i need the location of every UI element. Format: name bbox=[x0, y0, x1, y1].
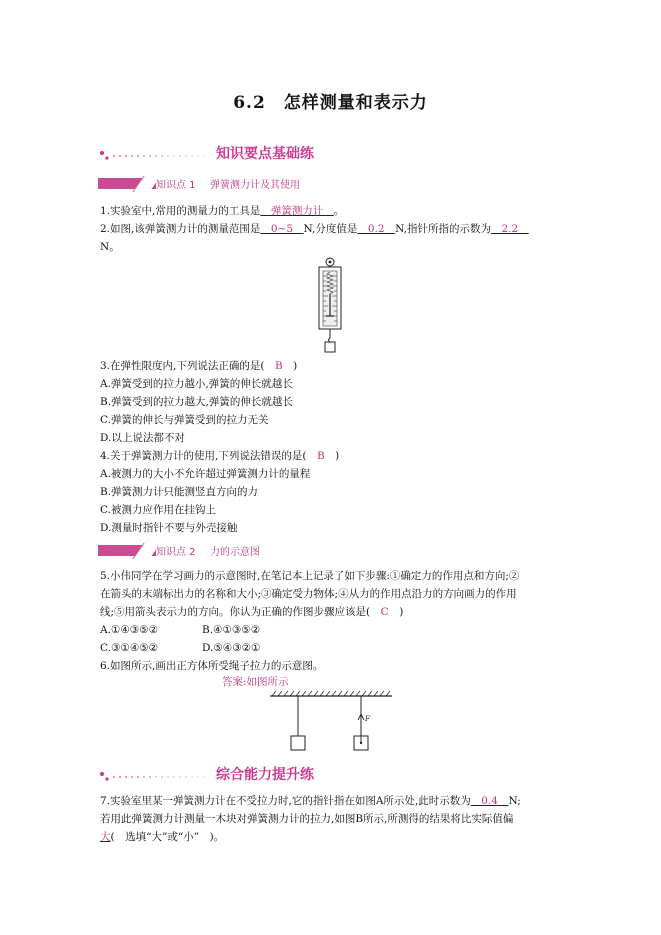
q3-end: ) bbox=[293, 360, 298, 372]
q5-option-a: A.①④③⑤② bbox=[100, 624, 158, 636]
q5-option-b: B.④①③⑤② bbox=[202, 624, 261, 636]
kp-label: 知识点 1 bbox=[156, 180, 196, 191]
question-7-line-2: 若用此弹簧测力计测量一木块对弹簧测力计的拉力,如图B所示,所测得的结果将比实际值偏 bbox=[100, 813, 514, 825]
q5-option-c: C.③①④⑤② bbox=[100, 642, 159, 654]
q4-option-d: D.测量时指针不要与外壳接触 bbox=[100, 522, 238, 534]
question-6: 6.如图所示,画出正方体所受绳子拉力的示意图。 bbox=[100, 660, 324, 672]
q4-option-b: B.弹簧测力计只能测竖直方向的力 bbox=[100, 486, 259, 498]
question-2-end: N。 bbox=[100, 241, 120, 253]
section-title: 综合能力提升练 bbox=[216, 767, 314, 783]
q7-answer-bias: 大 bbox=[100, 831, 111, 843]
question-5-line-3 bbox=[100, 605, 403, 619]
spring-scale-figure bbox=[312, 256, 348, 356]
q7-end: ( 选填“大”或“小” )。 bbox=[110, 831, 225, 843]
dot-decoration-icon bbox=[98, 772, 213, 782]
q7-text: N; bbox=[508, 795, 521, 807]
q3-answer: B bbox=[264, 360, 294, 372]
q3-option-b: B.弹簧受到的拉力越大,弹簧的伸长就越长 bbox=[100, 396, 293, 408]
q2-text: N,分度值是 bbox=[303, 223, 358, 235]
q4-stem: 4.关于弹簧测力计的使用,下列说法错误的是( bbox=[100, 450, 307, 462]
q2-stem: 2.如图,该弹簧测力计的测量范围是 bbox=[100, 223, 261, 235]
q5-stem: 线;⑤用箭头表示力的方向。你认为正确的作图步骤应该是( bbox=[100, 606, 371, 618]
force-label: F bbox=[365, 715, 370, 723]
kp-label: 知识点 2 bbox=[156, 547, 196, 558]
kp-title: 弹簧测力计及其使用 bbox=[210, 180, 300, 191]
q4-answer: B bbox=[306, 450, 336, 462]
q7-answer-reading: 0.4 bbox=[470, 795, 509, 807]
q5-answer: C bbox=[370, 606, 400, 618]
question-5-line-2: 在箭头的末端标出力的名称和大小;③确定受力物体;④从力的作用点沿力的方向画力的作用 bbox=[100, 588, 517, 600]
q2-text: N,指针所指的示数为 bbox=[395, 223, 491, 235]
question-2 bbox=[100, 222, 529, 236]
q4-end: ) bbox=[335, 450, 340, 462]
q3-option-d: D.以上说法都不对 bbox=[100, 432, 185, 444]
question-7-line-3 bbox=[100, 830, 224, 844]
q6-answer: 答案:如图所示 bbox=[222, 676, 289, 688]
page-title: 6.2 怎样测量和表示力 bbox=[233, 93, 428, 113]
q1-stem: 1.实验室中,常用的测量力的工具是 bbox=[100, 205, 261, 217]
section-title: 知识要点基础练 bbox=[216, 146, 314, 162]
q3-option-a: A.弹簧受到的拉力越小,弹簧的伸长就越长 bbox=[100, 378, 293, 390]
q5-end: ) bbox=[399, 606, 404, 618]
kp-title: 力的示意图 bbox=[210, 547, 260, 558]
q7-stem: 7.实验室里某一弹簧测力计在不受拉力时,它的指针指在如图A所示处,此时示数为 bbox=[100, 795, 471, 807]
q2-answer-range: 0~5 bbox=[260, 223, 304, 235]
q3-option-c: C.弹簧的伸长与弹簧受到的拉力无关 bbox=[100, 414, 269, 426]
q5-option-d: D.⑤④③②① bbox=[202, 642, 261, 654]
q4-option-c: C.被测力应作用在挂钩上 bbox=[100, 504, 216, 516]
q2-answer-division: 0.2 bbox=[357, 223, 396, 235]
rope-cube-figure bbox=[268, 690, 394, 754]
q1-end: 。 bbox=[333, 205, 345, 217]
question-5-line-1: 5.小伟同学在学习画力的示意图时,在笔记本上记录了如下步骤:①确定力的作用点和方向;② bbox=[100, 570, 520, 582]
question-1 bbox=[100, 204, 344, 218]
question-3 bbox=[100, 359, 297, 373]
q4-option-a: A.被测力的大小不允许超过弹簧测力计的量程 bbox=[100, 468, 311, 480]
question-7-line-1 bbox=[100, 794, 521, 808]
question-4 bbox=[100, 449, 339, 463]
q3-stem: 3.在弹性限度内,下列说法正确的是( bbox=[100, 360, 265, 372]
q1-answer: 弹簧测力计 bbox=[260, 205, 334, 217]
q2-answer-reading: 2.2 bbox=[490, 223, 529, 235]
dot-decoration-icon bbox=[98, 151, 213, 161]
